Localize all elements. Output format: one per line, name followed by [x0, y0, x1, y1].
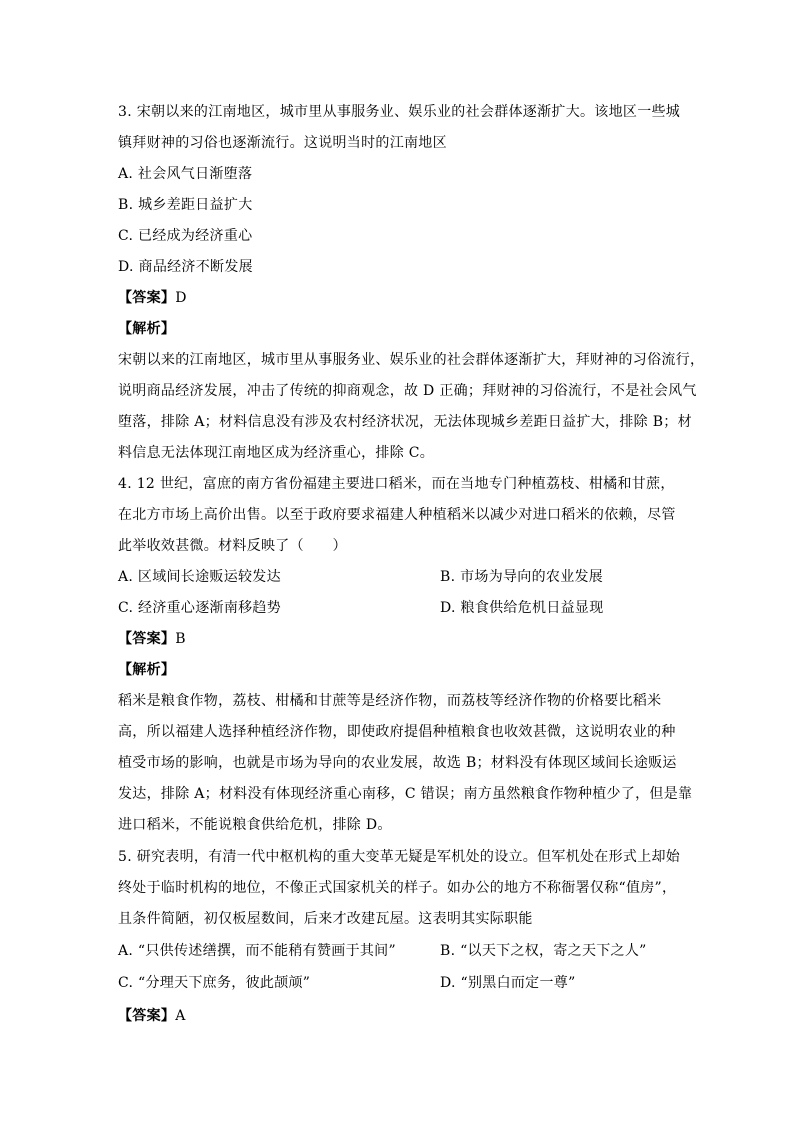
- q5-option-d: D. “别黑白而定一尊”: [440, 975, 576, 991]
- q3-option-c: C. 已经成为经济重心: [118, 228, 253, 244]
- q3-answer: [118, 288, 187, 308]
- q5-option-b: B. “以天下之权，寄之天下之人”: [440, 943, 647, 959]
- q3-analysis-line-1: 宋朝以来的江南地区，城市里从事服务业、娱乐业的社会群体逐渐扩大，拜财神的习俗流行，: [118, 352, 705, 368]
- q3-option-b: B. 城乡差距日益扩大: [118, 197, 253, 213]
- q4-stem-line-1: 4. 12 世纪，富庶的南方省份福建主要进口稻米，而在当地专门种植荔枝、柑橘和甘蔗，: [118, 476, 675, 492]
- q5-option-c: C. “分理天下庶务，彼此颉颃”: [118, 975, 311, 991]
- q4-analysis-line-4: 发达，排除 A；材料没有体现经济重心南移，C 错误；南方虽然粮食作物种植少了，但是靠: [118, 786, 693, 802]
- q5-stem-line-2: 终处于临时机构的地位，不像正式国家机关的样子。如办公的地方不称衙署仅称“值房”，: [118, 880, 677, 896]
- q4-stem-line-3: 此举收效甚微。材料反映了（ ）: [118, 538, 347, 554]
- q4-analysis-line-5: 进口稻米，不能说粮食供给危机，排除 D。: [118, 817, 392, 833]
- q4-stem-line-2: 在北方市场上高价出售。以至于政府要求福建人种植稻米以减少对进口稻米的依赖，尽管: [118, 507, 676, 523]
- answer-value: A: [175, 1008, 186, 1024]
- q4-option-b: B. 市场为导向的农业发展: [440, 569, 604, 585]
- q4-option-a: A. 区域间长途贩运较发达: [118, 569, 281, 585]
- q3-stem-line-2: 镇拜财神的习俗也逐渐流行。这说明当时的江南地区: [118, 135, 447, 151]
- q5-answer: [118, 1006, 186, 1026]
- q5-stem-line-1: 5. 研究表明，有清一代中枢机构的重大变革无疑是军机处的设立。但军机处在形式上却始: [118, 849, 681, 865]
- q5-option-a: A. “只供传述缮撰，而不能稍有赞画于其间”: [118, 943, 396, 959]
- q3-option-a: A. 社会风气日渐堕落: [118, 166, 253, 182]
- answer-tag: 【答案】: [118, 1008, 176, 1024]
- q3-analysis-line-3: 堕落，排除 A；材料信息没有涉及农村经济状况，无法体现城乡差距日益扩大，排除 B；材: [118, 414, 692, 430]
- q4-analysis-line-3: 植受市场的影响，也就是市场为导向的农业发展，故选 B；材料没有体现区域间长途贩运: [118, 755, 677, 771]
- answer-tag: 【答案】: [118, 290, 176, 306]
- q3-option-d: D. 商品经济不断发展: [118, 259, 253, 275]
- answer-value: D: [175, 290, 187, 306]
- q3-analysis-line-4: 料信息无法体现江南地区成为经济重心，排除 C。: [118, 445, 435, 461]
- q3-stem-line-1: 3. 宋朝以来的江南地区，城市里从事服务业、娱乐业的社会群体逐渐扩大。该地区一些城: [118, 104, 681, 120]
- q4-analysis-line-1: 稻米是粮食作物，荔枝、柑橘和甘蔗等是经济作物，而荔枝等经济作物的价格要比稻米: [118, 693, 662, 709]
- q4-option-d: D. 粮食供给危机日益显现: [440, 600, 604, 616]
- q3-analysis-line-2: 说明商品经济发展，冲击了传统的抑商观念，故 D 正确；拜财神的习俗流行，不是社会风气: [118, 383, 697, 399]
- q4-analysis-line-2: 高，所以福建人选择种植经济作物，即使政府提倡种植粮食也收效甚微，这说明农业的种: [118, 724, 676, 740]
- q4-analysis-tag: 【解析】: [118, 662, 176, 678]
- q3-analysis-tag: 【解析】: [118, 321, 176, 337]
- q5-stem-line-3: 且条件简陋，初仅板屋数间，后来才改建瓦屋。这表明其实际职能: [118, 911, 533, 927]
- q4-option-c: C. 经济重心逐渐南移趋势: [118, 600, 282, 616]
- answer-value: B: [175, 631, 186, 647]
- answer-tag: 【答案】: [118, 631, 176, 647]
- q4-answer: [118, 629, 186, 649]
